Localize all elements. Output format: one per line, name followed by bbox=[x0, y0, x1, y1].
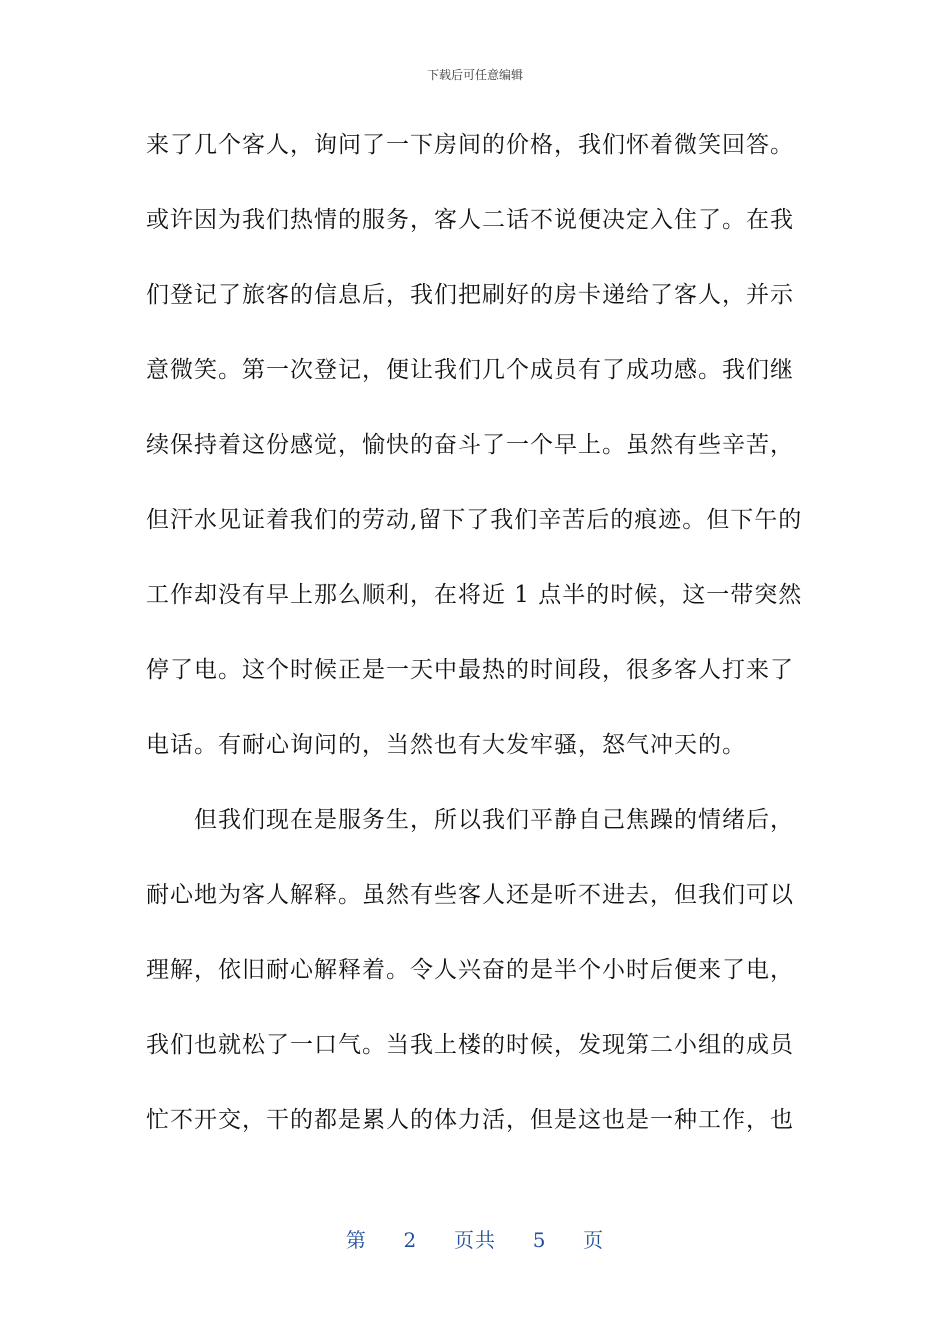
footer-prefix: 第 bbox=[345, 1228, 367, 1252]
text-line: 来了几个客人，询问了一下房间的价格，我们怀着微笑回答。 bbox=[146, 132, 794, 158]
text-line: 们登记了旅客的信息后，我们把刷好的房卡递给了客人，并示 bbox=[146, 282, 794, 308]
text-line: 意微笑。第一次登记，便让我们几个成员有了成功感。我们继 bbox=[146, 357, 794, 383]
page-footer bbox=[0, 1224, 950, 1253]
text-line: 或许因为我们热情的服务，客人二话不说便决定入住了。在我 bbox=[146, 207, 794, 233]
text-line: 电话。有耐心询问的，当然也有大发牢骚，怒气冲天的。 bbox=[146, 732, 746, 758]
text-line: 工作却没有早上那么顺利，在将近 1 点半的时候，这一带突然 bbox=[146, 582, 803, 608]
text-line: 但我们现在是服务生，所以我们平静自己焦躁的情绪后， bbox=[146, 807, 794, 833]
footer-total-pages: 5 bbox=[532, 1228, 547, 1252]
text-line: 停了电。这个时候正是一天中最热的时间段，很多客人打来了 bbox=[146, 657, 794, 683]
footer-middle: 页共 bbox=[454, 1228, 496, 1252]
text-line: 我们也就松了一口气。当我上楼的时候，发现第二小组的成员 bbox=[146, 1032, 794, 1058]
footer-page-number: 2 bbox=[403, 1228, 418, 1252]
text-line: 耐心地为客人解释。虽然有些客人还是听不进去，但我们可以 bbox=[146, 882, 794, 908]
text-line: 续保持着这份感觉，愉快的奋斗了一个早上。虽然有些辛苦， bbox=[146, 432, 794, 458]
document-body bbox=[146, 122, 816, 1172]
text-line: 忙不开交，干的都是累人的体力活，但是这也是一种工作，也 bbox=[146, 1107, 794, 1133]
page-header: 下载后可任意编辑 bbox=[426, 68, 523, 82]
footer-suffix: 页 bbox=[583, 1228, 605, 1252]
text-line: 理解，依旧耐心解释着。令人兴奋的是半个小时后便来了电， bbox=[146, 957, 794, 983]
text-line: 但汗水见证着我们的劳动,留下了我们辛苦后的痕迹。但下午的 bbox=[146, 507, 803, 533]
